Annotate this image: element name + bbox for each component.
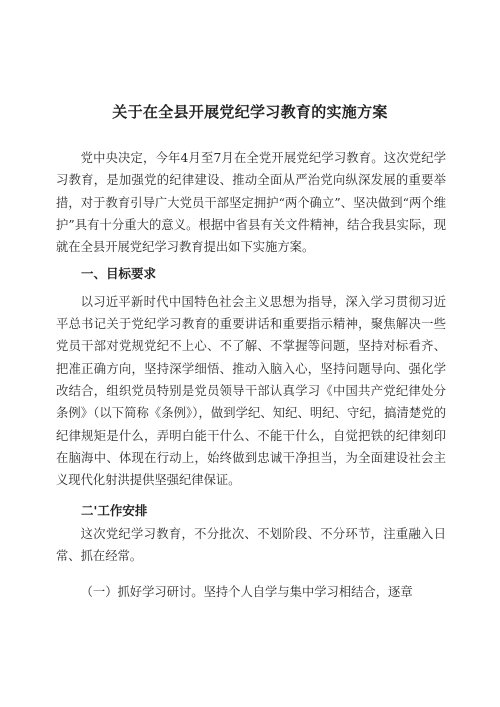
spacer xyxy=(56,491,446,500)
intro-paragraph: 党中央决定，今年4月至7月在全党开展党纪学习教育。这次党纪学习教育，是加强党的纪律建设、推动全面从严治党向纵深发展的重要举措，对于教育引导广大党员干部坚定拥护“两个确立”、坚决做到“两个维护”具有十分重大的意义。根据中省县有关文件精神，结合我县实际，现就在全县开展党纪学习教育提出如下实施方案。 xyxy=(56,151,446,255)
section-heading-goals: 一、目标要求 xyxy=(81,266,157,282)
study-item-paragraph: （一）抓好学习研讨。坚持个人自学与集中学习相结合，逐章 xyxy=(80,585,413,600)
document-body xyxy=(56,147,446,604)
arrangements-paragraph: 这次党纪学习教育，不分批次、不划阶段、不分环节，注重融入日常、抓在经常。 xyxy=(56,526,446,564)
section-heading-arrangements: 二'工作安排 xyxy=(81,503,148,519)
spacer xyxy=(56,567,446,581)
goals-paragraph: 以习近平新时代中国特色社会主义思想为指导，深入学习贯彻习近平总书记关于党纪学习教育的重要讲话和重要指示精神，聚焦解决一些党员干部对党规党纪不上心、不了解、不掌握等问题，坚持对标看齐、把准正确方向，坚持深学细悟、推动入脑入心，坚持问题导向、强化学改结合，组织党员特别是党员领导干部认真学习《中国共产党纪律处分条例》（以下简称《条例》），做到学纪、知纪、明纪、守纪，搞清楚党的纪律规矩是什么，弄明白能干什么、不能干什么，自觉把铁的纪律刻印在脑海中、体现在行动上，始终做到忠诚干净担当，为全面建设社会主义现代化射洪提供坚强纪律保证。 xyxy=(56,294,446,488)
document-title: 关于在全县开展党纪学习教育的实施方案 xyxy=(112,103,388,121)
